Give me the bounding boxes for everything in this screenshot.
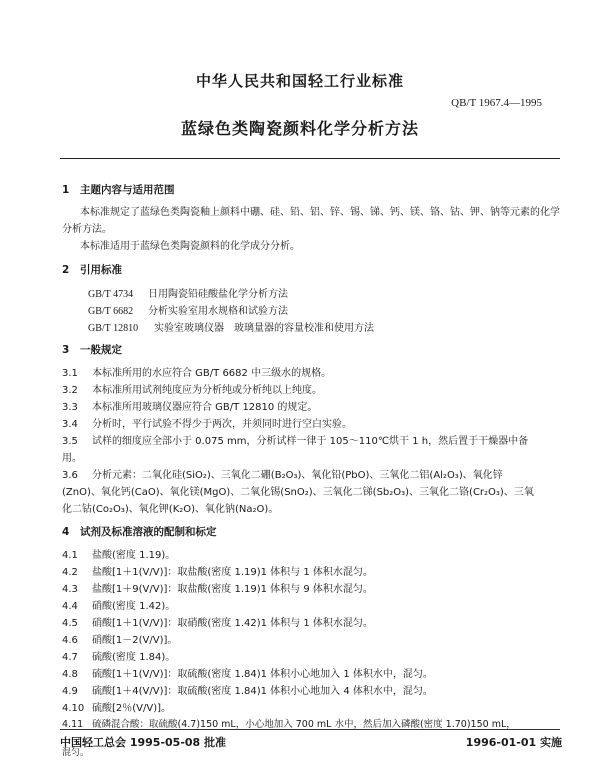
section-3-heading: [62, 342, 122, 357]
clause-item: [62, 699, 171, 714]
reference-item: [88, 285, 288, 300]
clause-item: [62, 648, 175, 663]
clause-number: 4.8: [62, 669, 78, 680]
clause-continuation: 化二钴(Co₂O₃)、氧化钾(K₂O)、氧化钠(Na₂O)。: [62, 504, 279, 515]
clause-text: 硫酸[1＋4(V/V)]：取硫酸(密度 1.84)1 体积小心地加入 4 体积水中，混匀。: [92, 686, 433, 697]
footer-divider: [60, 729, 560, 730]
clause-item: [62, 381, 322, 396]
header-divider: [60, 158, 560, 159]
clause-number: 3.4: [62, 419, 78, 430]
section-1-heading: [62, 182, 175, 197]
section-1-paragraph: 本标准规定了蓝绿色类陶瓷釉上颜料中硼、硅、铅、铝、锌、锡、锑、钙、镁、铬、钴、钾、钠等元素的化学: [80, 207, 560, 218]
reference-code: GB/T 12810: [88, 323, 139, 334]
section-1-paragraph-cont: 分析方法。: [62, 224, 112, 235]
reference-title: 日用陶瓷铅硅酸盐化学分析方法: [148, 289, 288, 300]
clause-continuation: (ZnO)、氧化钙(CaO)、氧化镁(MgO)、二氧化锡(SnO₂)、三氧化二锑(Sb₂O₃)、三氧化二铬(Cr₂O₃)、三氧: [62, 487, 534, 498]
clause-number: 4.7: [62, 652, 78, 663]
reference-item: [88, 319, 374, 334]
clause-text: 分析元素：二氧化硅(SiO₂)、三氧化二硼(B₂O₃)、氧化铅(PbO)、三氧化二铝(Al₂O₃)、氧化锌: [92, 470, 503, 481]
clause-item: [62, 631, 177, 646]
section-title: 主题内容与适用范围: [80, 184, 175, 196]
clause-item: [62, 563, 373, 578]
clause-item: [62, 364, 331, 379]
section-title: 一般规定: [80, 344, 122, 356]
section-title: 试剂及标准溶液的配制和标定: [80, 526, 217, 538]
section-number: 2: [62, 264, 70, 276]
clause-number: 4.4: [62, 601, 78, 612]
clause-item: [62, 614, 373, 629]
clause-continuation: 混匀。: [62, 748, 90, 758]
section-number: 3: [62, 344, 70, 356]
document-title: 蓝绿色类陶瓷颜料化学分析方法: [180, 119, 419, 138]
clause-text: 硫酸(密度 1.84)。: [92, 652, 176, 663]
standard-number: QB/T 1967.4—1995: [451, 97, 542, 109]
section-2-heading: [62, 262, 122, 277]
reference-item: [88, 302, 288, 317]
implementation-date: 1996-01-01 实施: [465, 736, 562, 749]
clause-number: 4.5: [62, 618, 78, 629]
clause-item: [62, 398, 317, 413]
clause-number: 3.2: [62, 385, 78, 396]
clause-item: [62, 716, 516, 730]
clause-number: 4.10: [62, 703, 85, 714]
reference-title: 实验室玻璃仪器 玻璃量器的容量校准和使用方法: [154, 323, 374, 334]
clause-number: 4.1: [62, 550, 78, 561]
clause-text: 分析时，平行试验不得少于两次，并须同时进行空白实验。: [92, 419, 352, 430]
clause-number: 3.1: [62, 368, 78, 379]
clause-item: [62, 597, 175, 612]
clause-text: 硝酸[1－2(V/V)]。: [92, 635, 178, 646]
clause-text: 盐酸[1＋1(V/V)]：取盐酸(密度 1.19)1 体积与 1 体积水混匀。: [92, 567, 373, 578]
clause-continuation: 用。: [62, 453, 82, 464]
clause-number: 3.5: [62, 436, 78, 447]
organization-title: 中华人民共和国轻工行业标准: [195, 72, 404, 90]
clause-number: 4.11: [62, 719, 84, 730]
clause-text: 盐酸[1＋9(V/V)]：取盐酸(密度 1.19)1 体积与 9 体积水混匀。: [92, 584, 373, 595]
section-number: 1: [62, 184, 70, 196]
reference-title: 分析实验室用水规格和试验方法: [148, 306, 288, 317]
clause-text: 硝酸[1＋1(V/V)]：取硝酸(密度 1.42)1 体积与 1 体积水混匀。: [92, 618, 373, 629]
clause-item: [62, 580, 373, 595]
clause-number: 4.2: [62, 567, 78, 578]
clause-item: [62, 546, 175, 561]
clause-item: [62, 665, 433, 680]
clause-number: 4.3: [62, 584, 78, 595]
clause-text: 硫酸[2％(V/V)]。: [92, 703, 172, 714]
clause-item: [62, 682, 433, 697]
clause-text: 硫磷混合酸：取硫酸(4.7)150 mL，小心地加入 700 mL 水中，然后加入磷酸(密度 1.70)150 mL，: [92, 719, 516, 730]
clause-number: 3.3: [62, 402, 78, 413]
clause-number: 3.6: [62, 470, 78, 481]
approval-date: 中国轻工总会 1995-05-08 批准: [60, 736, 227, 749]
clause-number: 4.9: [62, 686, 78, 697]
clause-text: 硫酸[1＋1(V/V)]：取硫酸(密度 1.84)1 体积小心地加入 1 体积水中，混匀。: [92, 669, 433, 680]
clause-text: 试样的细度应全部小于 0.075 mm，分析试样一律于 105～110℃烘干 1 h，然后置于干燥器中备: [92, 436, 529, 447]
section-number: 4: [62, 526, 70, 538]
section-4-heading: [62, 524, 217, 539]
clause-text: 盐酸(密度 1.19)。: [92, 550, 176, 561]
clause-text: 本标准所用玻璃仪器应符合 GB/T 12810 的规定。: [92, 402, 318, 413]
section-1-paragraph-2: 本标准适用于蓝绿色类陶瓷颜料的化学成分分析。: [80, 241, 300, 252]
clause-text: 本标准所用试剂纯度应为分析纯或分析纯以上纯度。: [92, 385, 322, 396]
section-title: 引用标准: [80, 264, 122, 276]
clause-item: [62, 432, 528, 447]
reference-code: GB/T 6682: [88, 306, 134, 317]
clause-item: [62, 466, 503, 481]
clause-item: [62, 415, 352, 430]
clause-number: 4.6: [62, 635, 78, 646]
clause-text: 本标准所用的水应符合 GB/T 6682 中三级水的规格。: [92, 368, 332, 379]
clause-text: 硝酸(密度 1.42)。: [92, 601, 176, 612]
reference-code: GB/T 4734: [88, 289, 134, 300]
